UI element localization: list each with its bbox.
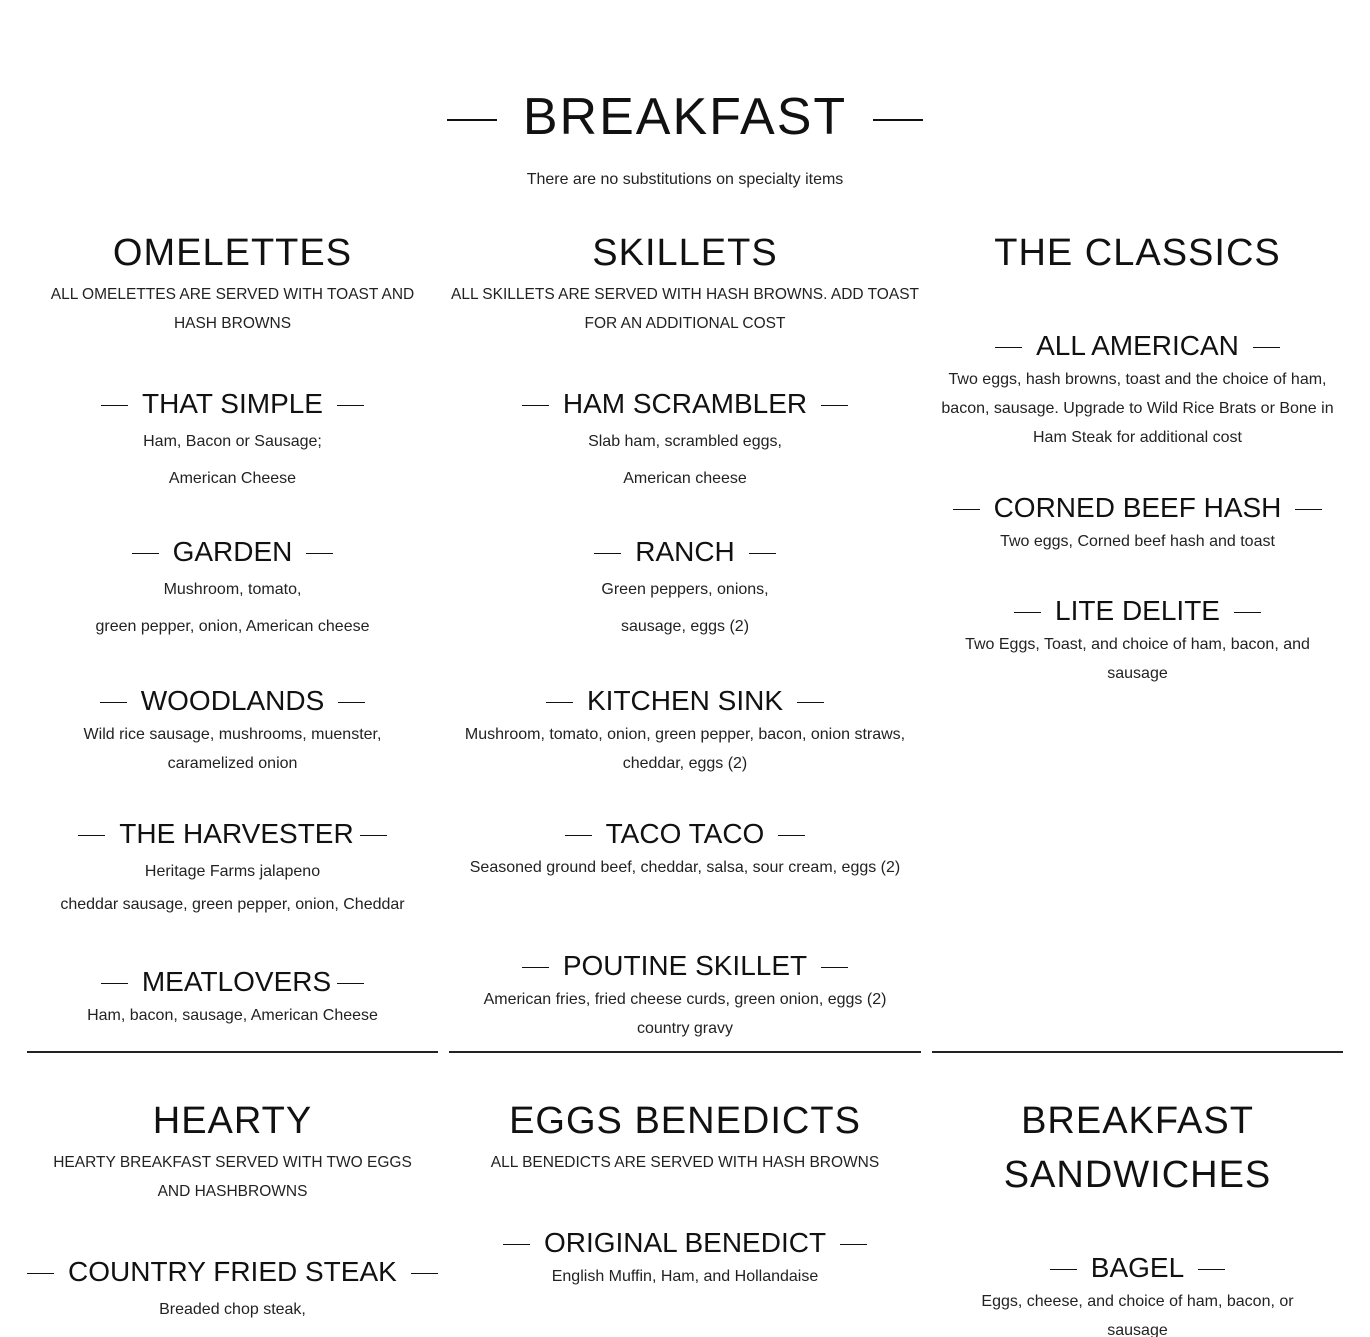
section-title: THE CLASSICS <box>994 232 1281 274</box>
item-desc: Wild rice sausage, mushrooms, muenster, caramelized onion <box>83 726 382 772</box>
item-name: WOODLANDS <box>140 685 325 716</box>
item-title <box>27 385 438 423</box>
menu-item <box>27 533 438 645</box>
item-desc: American cheese <box>623 470 747 487</box>
item-title <box>27 815 438 853</box>
section-title: OMELETTES <box>112 232 353 274</box>
item-title <box>27 682 438 720</box>
item-name: COUNTRY FRIED STEAK <box>68 1256 397 1287</box>
skillets-section <box>449 226 921 1056</box>
section-note: ALL OMELETTES ARE SERVED WITH TOAST AND HASH BROWNS <box>50 286 415 332</box>
omelettes-section <box>27 226 438 1056</box>
menu-item <box>449 385 921 497</box>
section-title: EGGS BENEDICTS <box>509 1100 861 1142</box>
menu-item <box>27 963 438 1030</box>
section-note: HEARTY BREAKFAST SERVED WITH TWO EGGS AND HASHBROWNS <box>53 1154 412 1200</box>
page-subtitle: There are no substitutions on specialty items <box>526 171 844 188</box>
item-desc: Ham, Bacon or Sausage; <box>143 433 322 450</box>
item-name: ORIGINAL BENEDICT <box>543 1227 827 1258</box>
section-note: ALL BENEDICTS ARE SERVED WITH HASH BROWNS <box>490 1154 880 1171</box>
divider-rule <box>449 1051 921 1053</box>
menu-item <box>449 815 921 882</box>
item-desc: Seasoned ground beef, cheddar, salsa, sour cream, eggs (2) <box>469 859 901 876</box>
menu-item <box>932 489 1343 556</box>
divider-rule <box>932 1051 1343 1053</box>
menu-item <box>449 947 921 1043</box>
item-title <box>27 1253 438 1291</box>
item-title <box>449 947 921 985</box>
item-title <box>449 385 921 423</box>
menu-item <box>449 533 921 645</box>
item-name: HAM SCRAMBLER <box>562 388 808 419</box>
hearty-section <box>27 1094 438 1337</box>
item-desc: green pepper, onion, American cheese <box>95 618 370 635</box>
item-name: RANCH <box>635 536 735 567</box>
item-name: ALL AMERICAN <box>1036 330 1239 361</box>
menu-item <box>932 592 1343 688</box>
menu-item <box>27 1253 438 1328</box>
menu-item <box>27 385 438 497</box>
item-name: MEATLOVERS <box>141 966 332 997</box>
section-title: HEARTY <box>152 1100 313 1142</box>
item-name: CORNED BEEF HASH <box>993 492 1282 523</box>
item-desc: Mushroom, tomato, <box>163 581 302 598</box>
menu-item <box>449 1224 921 1291</box>
item-title <box>449 1224 921 1262</box>
benedicts-section <box>449 1094 921 1337</box>
item-title <box>449 533 921 571</box>
item-title <box>932 489 1343 527</box>
item-desc: cheddar sausage, green pepper, onion, Cheddar <box>60 896 405 913</box>
item-desc: English Muffin, Ham, and Hollandaise <box>551 1268 819 1285</box>
section-note: ALL SKILLETS ARE SERVED WITH HASH BROWNS. ADD TOAST FOR AN ADDITIONAL COST <box>451 286 919 332</box>
item-title <box>449 815 921 853</box>
item-desc: Slab ham, scrambled eggs, <box>588 433 782 450</box>
menu-item <box>27 682 438 778</box>
menu-item <box>27 815 438 919</box>
item-title <box>932 1249 1343 1287</box>
item-desc: Mushroom, tomato, onion, green pepper, bacon, onion straws, cheddar, eggs (2) <box>464 726 906 772</box>
item-title <box>932 327 1343 365</box>
menu-item <box>932 327 1343 452</box>
item-desc: Heritage Farms jalapeno <box>144 863 321 880</box>
item-desc: Two eggs, Corned beef hash and toast <box>1000 533 1275 550</box>
item-name: GARDEN <box>172 536 293 567</box>
title-dash-left <box>447 119 497 121</box>
classics-section <box>932 226 1343 1056</box>
item-name: POUTINE SKILLET <box>562 950 808 981</box>
item-name: KITCHEN SINK <box>586 685 784 716</box>
page-title-text: BREAKFAST <box>522 88 848 146</box>
section-title: SKILLETS <box>592 232 778 274</box>
page-title <box>0 82 1370 152</box>
item-name: BAGEL <box>1090 1252 1185 1283</box>
menu-item <box>449 682 921 778</box>
section-title: BREAKFAST SANDWICHES <box>1003 1100 1272 1196</box>
item-title <box>932 592 1343 630</box>
item-title <box>449 682 921 720</box>
item-desc: Two Eggs, Toast, and choice of ham, bacon, and sausage <box>965 636 1310 682</box>
item-name: THE HARVESTER <box>119 818 354 849</box>
item-title <box>27 963 438 1001</box>
item-title <box>27 533 438 571</box>
menu-item <box>932 1249 1343 1337</box>
item-desc: sausage, eggs (2) <box>620 618 750 635</box>
item-name: LITE DELITE <box>1055 595 1220 626</box>
title-dash-right <box>873 119 923 121</box>
item-desc: Ham, bacon, sausage, American Cheese <box>87 1007 378 1024</box>
item-name: TACO TACO <box>605 818 765 849</box>
item-desc: Green peppers, onions, <box>601 581 769 598</box>
item-desc: Two eggs, hash browns, toast and the choice of ham, bacon, sausage. Upgrade to Wild Rice Brats or Bone in Ham Steak for additional cost <box>941 371 1334 446</box>
item-desc: Breaded chop steak, <box>159 1301 306 1318</box>
divider-rule <box>27 1051 438 1053</box>
item-desc: Eggs, cheese, and choice of ham, bacon, or sausage <box>981 1293 1294 1337</box>
item-desc: American fries, fried cheese curds, green onion, eggs (2) country gravy <box>483 991 887 1037</box>
item-desc: American Cheese <box>168 470 297 487</box>
sandwiches-section <box>932 1094 1343 1337</box>
item-name: THAT SIMPLE <box>141 388 323 419</box>
